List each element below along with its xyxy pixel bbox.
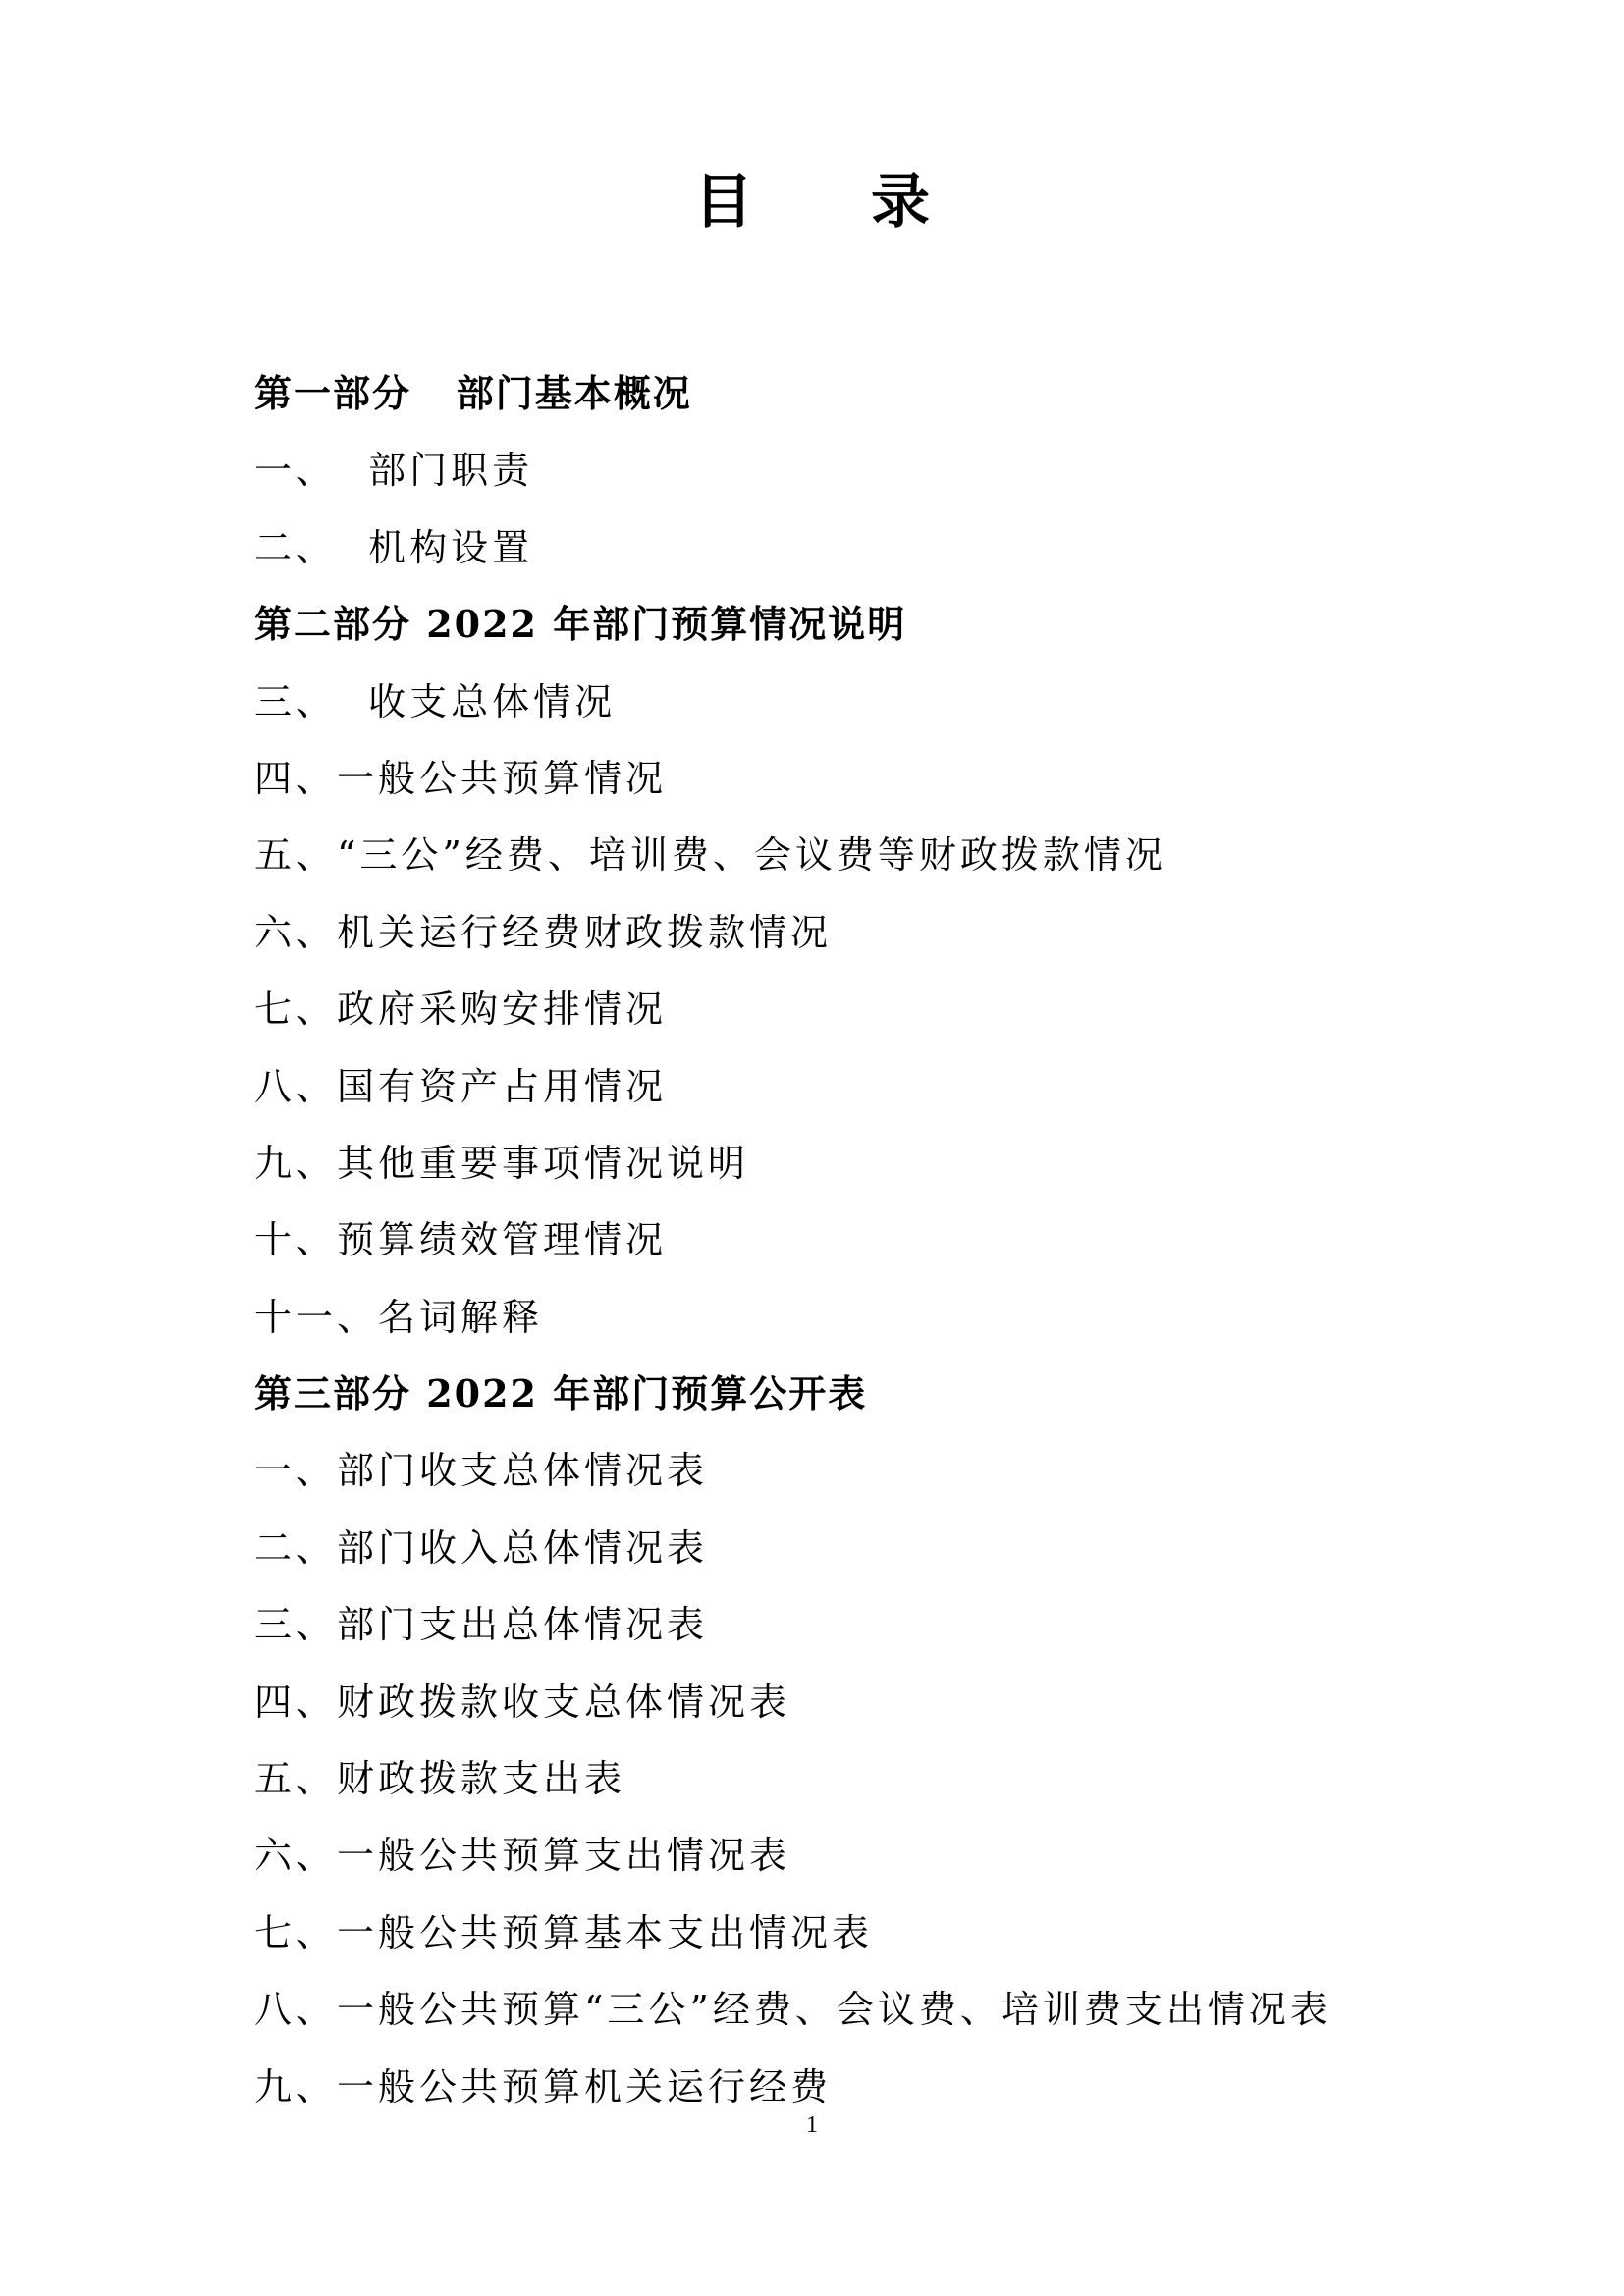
toc-item: 五、财政拨款支出表	[254, 1757, 626, 1801]
toc-item: 一、 部门职责	[254, 449, 534, 493]
toc-item: 二、 机构设置	[254, 525, 534, 569]
toc-item: 八、一般公共预算“三公”经费、会议费、培训费支出情况表	[254, 1988, 1331, 2032]
toc-item: 七、政府采购安排情况	[254, 988, 668, 1032]
toc-item: 四、财政拨款收支总体情况表	[254, 1680, 791, 1724]
page-title: 目录	[694, 168, 1048, 237]
toc-section-heading: 第二部分 2022 年部门预算情况说明	[254, 602, 907, 647]
toc-item: 七、一般公共预算基本支出情况表	[254, 1910, 874, 1954]
toc-section-heading: 第三部分 2022 年部门预算公开表	[254, 1371, 868, 1416]
toc-item: 八、国有资产占用情况	[254, 1064, 668, 1108]
toc-section-heading: 第一部分 部门基本概况	[254, 371, 692, 415]
toc-item: 三、 收支总体情况	[254, 679, 617, 723]
toc-item: 十、预算绩效管理情况	[254, 1218, 668, 1262]
table-of-contents	[254, 355, 1433, 2125]
toc-item: 四、一般公共预算情况	[254, 756, 668, 800]
toc-item: 九、一般公共预算机关运行经费	[254, 2064, 833, 2109]
page-number: 1	[806, 2112, 818, 2138]
toc-item: 九、其他重要事项情况说明	[254, 1141, 750, 1185]
toc-item: 十一、名词解释	[254, 1295, 544, 1339]
toc-item: 六、机关运行经费财政拨款情况	[254, 910, 833, 954]
toc-item: 三、部门支出总体情况表	[254, 1603, 709, 1647]
toc-item: 五、“三公”经费、培训费、会议费等财政拨款情况	[254, 833, 1166, 878]
toc-item: 一、部门收支总体情况表	[254, 1449, 709, 1493]
toc-item: 二、部门收入总体情况表	[254, 1525, 709, 1570]
toc-item: 六、一般公共预算支出情况表	[254, 1834, 791, 1878]
